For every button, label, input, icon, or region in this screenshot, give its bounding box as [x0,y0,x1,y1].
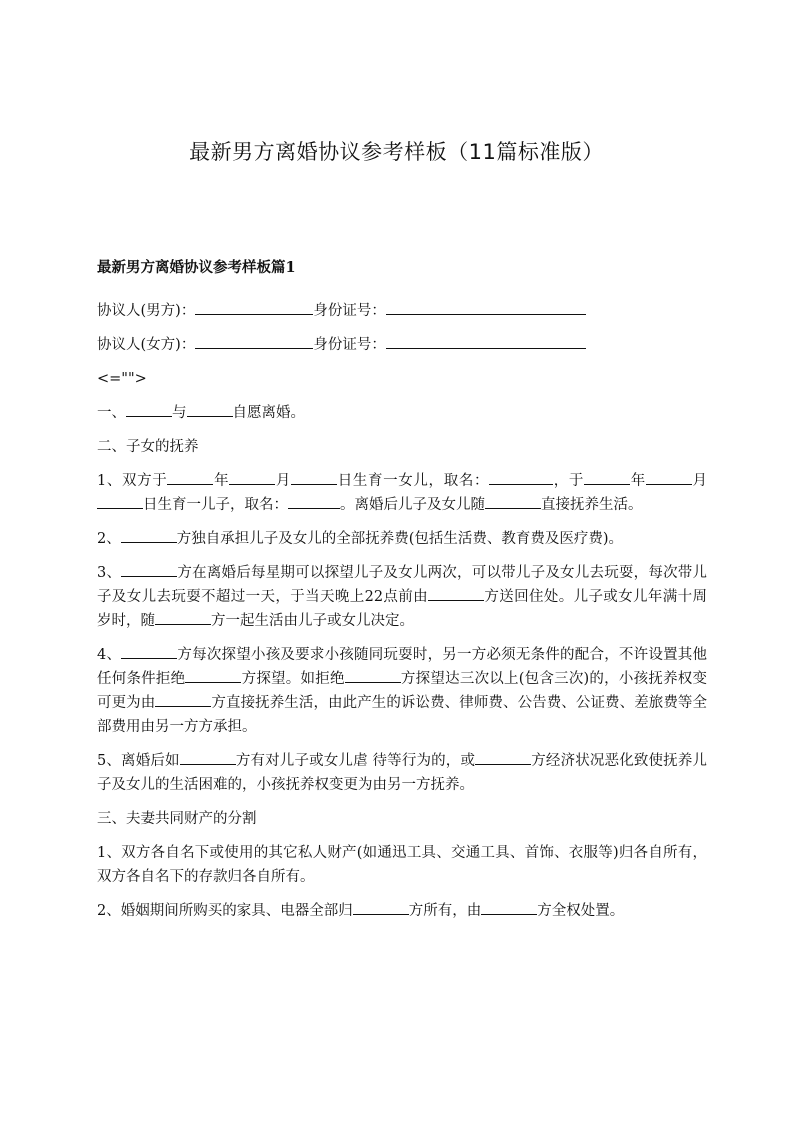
clause-2-5: 5、离婚后如 方有对儿子或女儿虐 待等行为的，或 方经济状况恶化致使抚养儿子及女儿的生活困难的，小孩抚养权变更为由另一方抚养。 [97,749,707,797]
blank-line [481,899,537,915]
blank-line [353,899,409,915]
blank-line [386,333,586,349]
blank-line [291,469,337,485]
blank-line [428,585,484,601]
blank-line [646,469,692,485]
blank-line [185,667,241,683]
stray-markup-text: <=""> [97,371,147,387]
clause-3-1: 1、双方各自名下或使用的其它私人财产(如通迅工具、交通工具、首饰、衣服等)归各自所有，双方各自名下的存款归各自所有。 [97,845,707,885]
clause-2-3: 3、 方在离婚后每星期可以探望儿子及女儿两次，可以带儿子及女儿去玩耍，每次带儿子及女儿去玩耍不超过一天，于当天晚上22点前由 方送回住处。儿子或女儿年满十周岁时，随 方一起生活由儿子或女儿决定。 [97,561,707,633]
document-title: 最新男方离婚协议参考样板（11篇标准版） [189,140,604,164]
clause-2-2: 2、 方独自承担儿子及女儿的全部抚养费(包括生活费、教育费及医疗费)。 [97,527,707,551]
heading-child-custody: 二、子女的抚养 [97,439,199,455]
blank-line [345,667,401,683]
blank-line [584,469,630,485]
party-male-line: 协议人(男方)： 身份证号： [97,299,707,323]
blank-line [97,493,143,509]
clause-1: 一、 与 自愿离婚。 [97,401,707,425]
blank-line [485,493,541,509]
blank-line [475,749,531,765]
blank-line [155,609,211,625]
blank-line [195,299,313,315]
blank-line [288,493,340,509]
clause-3-2: 2、婚姻期间所购买的家具、电器全部归 方所有，由 方全权处置。 [97,899,707,923]
document-body [97,257,707,933]
blank-line [489,469,553,485]
section-title: 最新男方离婚协议参考样板篇1 [97,259,296,276]
blank-line [121,561,177,577]
blank-line [195,333,313,349]
party-female-line: 协议人(女方)： 身份证号： [97,333,707,357]
blank-line [155,691,211,707]
blank-line [229,469,275,485]
blank-line [121,527,177,543]
clause-2-4: 4、 方每次探望小孩及要求小孩随同玩耍时，另一方必须无条件的配合，不许设置其他任何条件拒绝 方探望。如拒绝 方探望达三次以上(包含三次)的，小孩抚养权变可更为由 方直接抚养生活，由此产生的诉讼费、律师费、公告费、公证费、差旅费等全部费用由另一方方承担。 [97,643,707,739]
blank-line [126,401,172,417]
blank-line [386,299,586,315]
clause-2-1: 1、双方于 年 月 日生育一女儿，取名： ，于 年 月日生育一儿子，取名： 。离婚后儿子及女儿随 直接抚养生活。 [97,469,707,517]
blank-line [180,749,236,765]
blank-line [121,643,177,659]
blank-line [167,469,213,485]
blank-line [187,401,233,417]
heading-property-division: 三、夫妻共同财产的分割 [97,811,257,827]
